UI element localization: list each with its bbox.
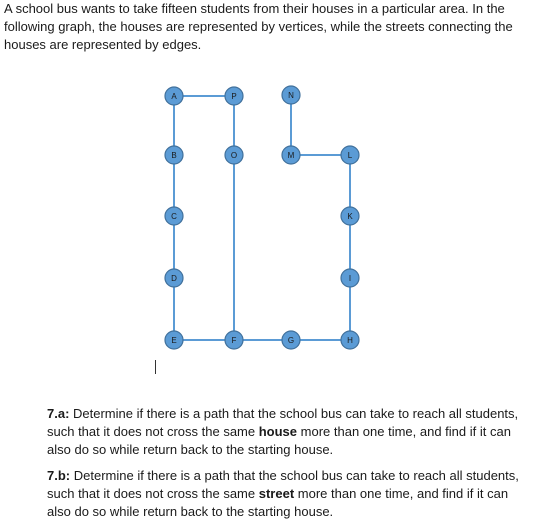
vertex-label: P bbox=[231, 92, 237, 101]
vertex-label: C bbox=[171, 212, 177, 221]
vertex-c bbox=[165, 207, 183, 225]
question-7b bbox=[47, 467, 529, 521]
question-7b-emphasis: street bbox=[258, 486, 295, 501]
question-7a-text-pre: Determine if there is a path that the school bus can take to reach all students, such that it does not cross the same bbox=[47, 406, 519, 439]
vertex-label: L bbox=[347, 151, 353, 160]
vertex-label: M bbox=[287, 151, 295, 160]
vertex-label: O bbox=[230, 151, 238, 160]
vertex-label: H bbox=[347, 336, 353, 345]
vertex-label: I bbox=[348, 274, 352, 283]
graph-edges bbox=[174, 95, 350, 340]
vertex-label: K bbox=[347, 212, 353, 221]
vertex-i bbox=[341, 269, 359, 287]
text-cursor bbox=[155, 360, 156, 374]
vertex-label: F bbox=[231, 336, 237, 345]
vertex-o bbox=[225, 146, 243, 164]
vertex-e bbox=[165, 331, 183, 349]
vertex-b bbox=[165, 146, 183, 164]
intro-paragraph: A school bus wants to take fifteen students from their houses in a particular area. In the following graph, the houses are represented by vertices, while the streets connecting the houses are represented by edges. bbox=[4, 1, 513, 52]
question-7a-tag: 7.a: bbox=[47, 406, 70, 421]
vertex-a bbox=[165, 87, 183, 105]
vertex-p bbox=[225, 87, 243, 105]
vertex-f bbox=[225, 331, 243, 349]
vertex-l bbox=[341, 146, 359, 164]
question-7b-tag: 7.b: bbox=[47, 468, 71, 483]
vertex-label: A bbox=[171, 92, 177, 101]
vertex-g bbox=[282, 331, 300, 349]
vertex-n bbox=[282, 86, 300, 104]
vertex-label: G bbox=[287, 336, 295, 345]
question-7a-text-post: more than one time, and find if it can also do so while return back to the starting house. bbox=[47, 424, 511, 457]
vertex-label: N bbox=[288, 91, 294, 100]
graph-vertices bbox=[165, 86, 359, 349]
vertex-d bbox=[165, 269, 183, 287]
vertex-label: B bbox=[171, 151, 177, 160]
vertex-m bbox=[282, 146, 300, 164]
vertex-label: D bbox=[171, 274, 177, 283]
question-7a-emphasis: house bbox=[258, 424, 298, 439]
vertex-label: E bbox=[171, 336, 177, 345]
question-7a bbox=[47, 405, 529, 459]
question-7b-text-pre: Determine if there is a path that the school bus can take to reach all students, such that it does not cross the same bbox=[47, 468, 519, 501]
vertex-k bbox=[341, 207, 359, 225]
question-7b-text-post: more than one time, and find if it can also do so while return back to the starting house. bbox=[47, 486, 509, 519]
vertex-h bbox=[341, 331, 359, 349]
